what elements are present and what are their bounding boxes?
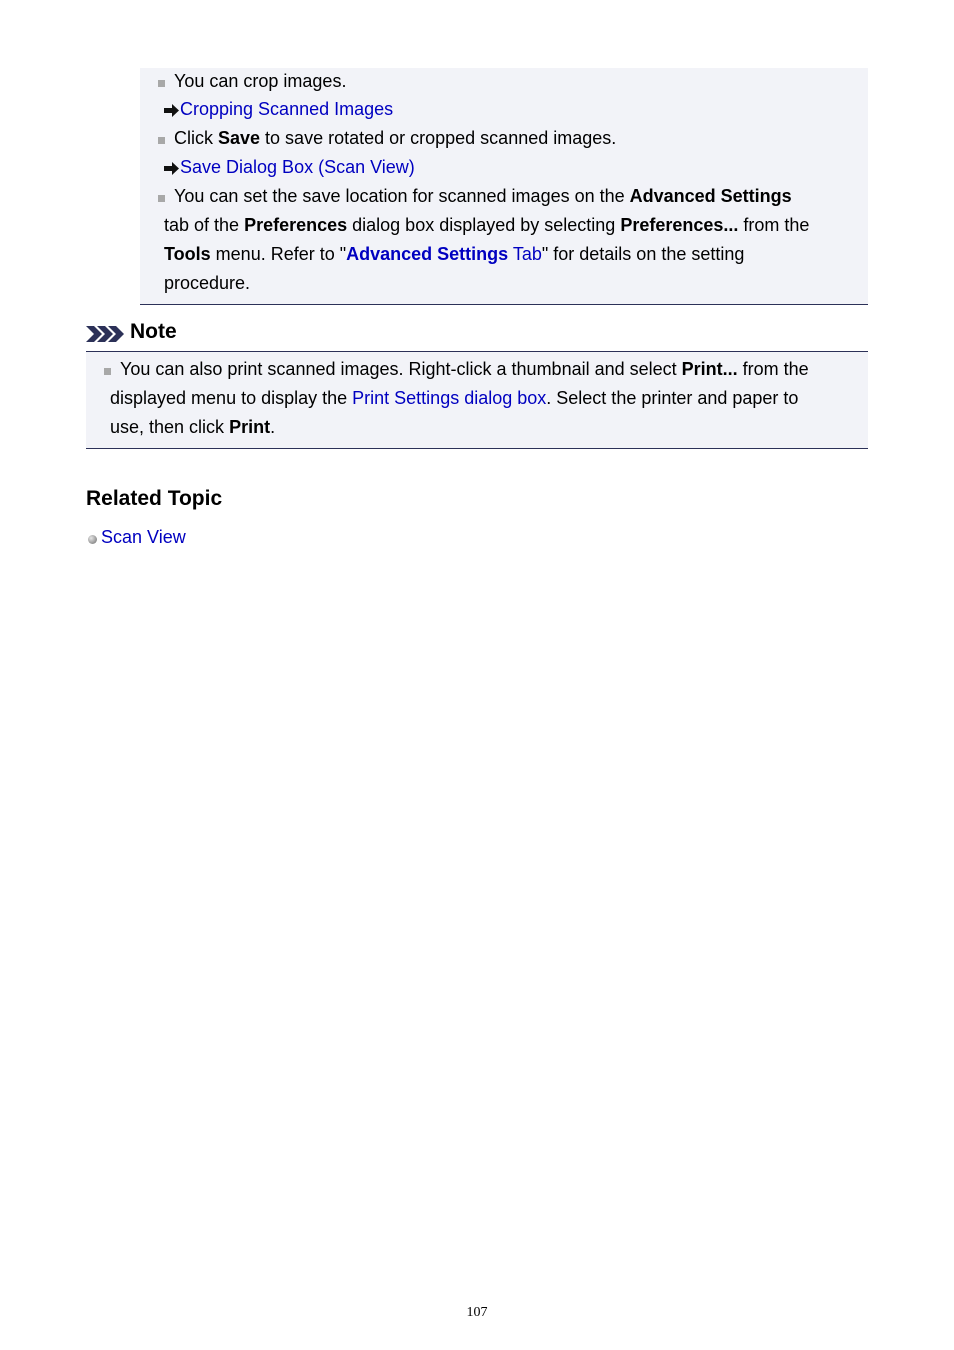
link-print-settings-dialog[interactable]: Print Settings dialog box [352,388,547,408]
page-number: 107 [466,1305,488,1320]
related-topic-heading: Related Topic [86,487,223,510]
link-cropping-row[interactable] [164,95,393,124]
bullet-item-crop: You can crop images. [158,67,346,96]
tips-box [140,68,868,305]
link-cropping-scanned-images[interactable]: Cropping Scanned Images [180,99,394,119]
text-line: use, then click Print. [110,417,276,437]
related-link-row[interactable] [88,523,186,552]
text-line: tab of the Preferences dialog box displayed by selecting Preferences... from the [164,215,810,235]
note-box [86,352,868,449]
bullet-item-location: You can set the save location for scanned images on the Advanced Settings [158,182,792,211]
note-chevrons-icon [86,326,124,342]
text-line: Tools menu. Refer to "Advanced Settings Tab" for details on the setting [164,244,745,264]
text-line: displayed menu to display the Print Settings dialog box. Select the printer and paper to [110,388,799,408]
link-scan-view[interactable]: Scan View [101,527,186,547]
note-heading [86,318,868,352]
note-bullet-item: You can also print scanned images. Right-click a thumbnail and select Print... from the [104,355,809,384]
arrow-right-icon [164,162,179,175]
arrow-right-icon [164,104,179,117]
square-bullet-icon [158,137,165,144]
square-bullet-icon [104,368,111,375]
text-line: procedure. [164,273,251,293]
square-bullet-icon [158,80,165,87]
bullet-item-save: Click Save to save rotated or cropped scanned images. [158,124,616,153]
link-save-dialog-box[interactable]: Save Dialog Box (Scan View) [180,157,415,177]
round-bullet-icon [88,535,97,544]
square-bullet-icon [158,195,165,202]
link-save-dialog-row[interactable] [164,153,415,182]
link-advanced-settings-tab[interactable]: Advanced Settings Tab [346,244,542,264]
note-title: Note [130,320,177,343]
